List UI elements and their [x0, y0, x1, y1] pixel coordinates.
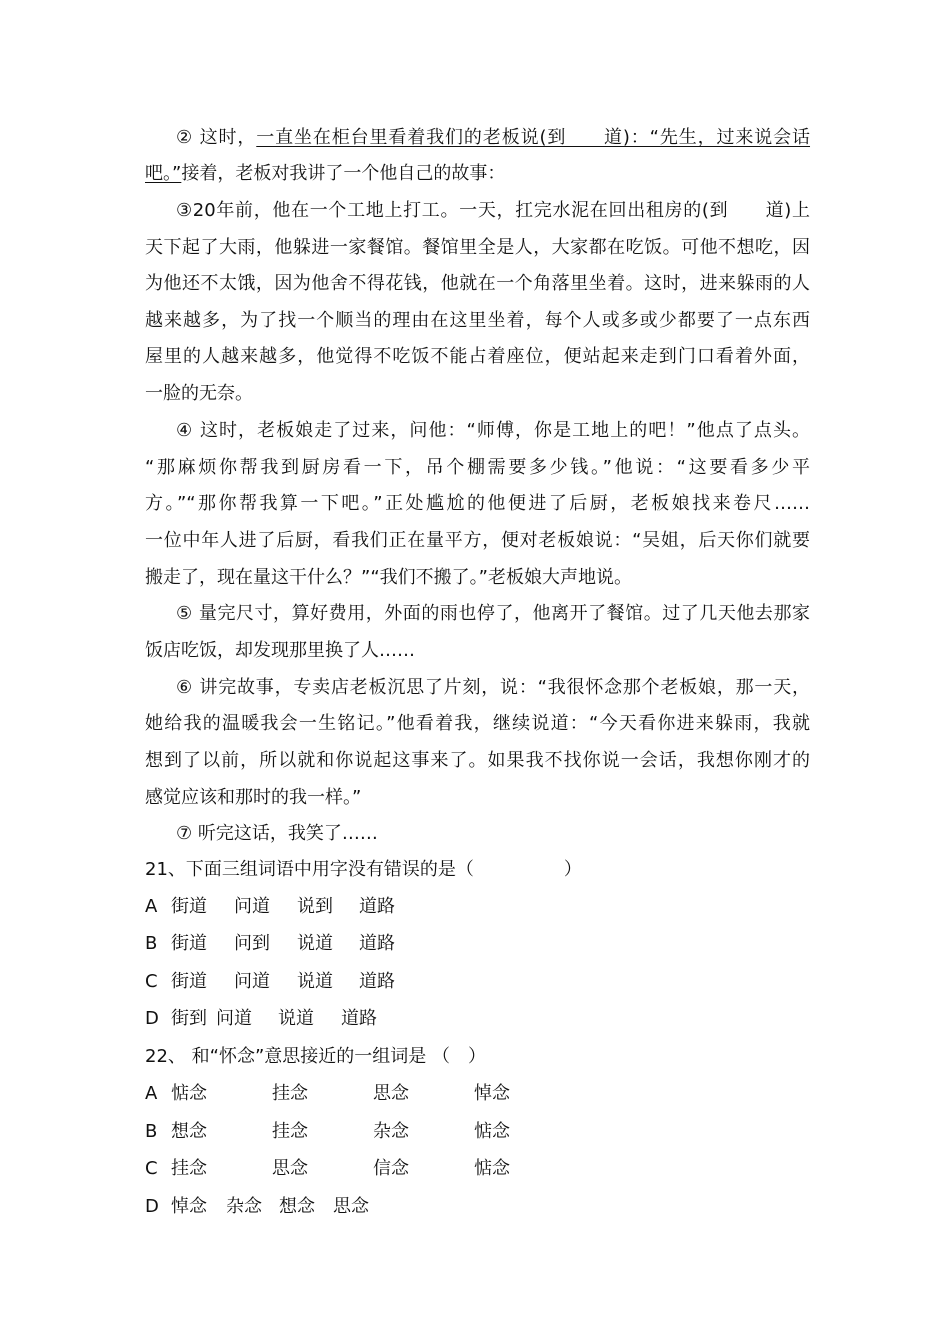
option-word: 杂念 — [226, 1196, 262, 1217]
option-word: 街到 — [171, 1008, 207, 1029]
option-word: 挂念 — [272, 1083, 308, 1104]
paragraph-4-line: “那麻烦你帮我到厨房看一下，吊个棚需要多少钱。”他说：“这要看多少平 — [145, 457, 810, 478]
option-word: 思念 — [373, 1083, 409, 1104]
question-22-stem: 22、 和“怀念”意思接近的一组词是 （ ） — [145, 1046, 486, 1067]
option-letter: D — [145, 1008, 159, 1029]
option-word: 悼念 — [171, 1196, 207, 1217]
option-word: 说道 — [297, 933, 333, 954]
paragraph-2-underlined-2: 吧。” — [145, 163, 182, 184]
option-word: 想念 — [171, 1121, 207, 1142]
paragraph-5-line: 饭店吃饭，却发现那里换了人…… — [145, 640, 415, 661]
paragraph-3-line: ③20年前，他在一个工地上打工。一天，扛完水泥在回出租房的(到 道)上 — [176, 200, 810, 221]
paragraph-6-line: 感觉应该和那时的我一样。” — [145, 787, 362, 808]
paragraph-3-line: 天下起了大雨，他躲进一家餐馆。餐馆里全是人，大家都在吃饭。可他不想吃，因 — [145, 237, 810, 258]
option-letter: A — [145, 1083, 158, 1104]
option-word: 思念 — [333, 1196, 369, 1217]
option-word: 杂念 — [373, 1121, 409, 1142]
paragraph-6-line: 她给我的温暖我会一生铭记。”他看着我，继续说道：“今天看你进来躲雨，我就 — [145, 713, 810, 734]
option-letter: B — [145, 933, 158, 954]
option-word: 悼念 — [474, 1083, 510, 1104]
option-word: 惦念 — [171, 1083, 207, 1104]
paragraph-2-line-2 — [145, 162, 810, 186]
question-21-stem: 21、下面三组词语中用字没有错误的是（ ） — [145, 859, 582, 880]
paragraph-4-line: 搬走了，现在量这干什么？”“我们不搬了。”老板娘大声地说。 — [145, 567, 632, 588]
paragraph-3-line: 屋里的人越来越多，他觉得不吃饭不能占着座位，便站起来走到门口看着外面， — [145, 346, 810, 367]
option-word: 说道 — [278, 1008, 314, 1029]
option-letter: B — [145, 1121, 158, 1142]
paragraph-3-line: 越来越多，为了找一个顺当的理由在这里坐着，每个人或多或少都要了一点东西 — [145, 310, 810, 331]
paragraph-6-line: 想到了以前，所以就和你说起这事来了。如果我不找你说一会话，我想你刚才的 — [145, 750, 810, 771]
option-word: 信念 — [373, 1158, 409, 1179]
option-word: 说道 — [297, 971, 333, 992]
option-word: 思念 — [272, 1158, 308, 1179]
paragraph-2-underlined-1: 一直坐在柜台里看着我们的老板说(到 道)：“先生，过来说会话 — [256, 127, 811, 148]
paragraph-5-line: ⑤ 量完尺寸，算好费用，外面的雨也停了，他离开了餐馆。过了几天他去那家 — [176, 603, 810, 624]
option-word: 街道 — [171, 896, 207, 917]
option-word: 问道 — [216, 1008, 252, 1029]
paragraph-7-line: ⑦ 听完这话，我笑了…… — [176, 823, 378, 844]
paragraph-4-line: 方。”“那你帮我算一下吧。”正处尴尬的他便进了后厨，老板娘找来卷尺…… — [145, 493, 810, 514]
option-letter: D — [145, 1196, 159, 1217]
paragraph-6-line: ⑥ 讲完故事，专卖店老板沉思了片刻，说：“我很怀念那个老板娘，那一天， — [176, 677, 810, 698]
option-word: 惦念 — [474, 1158, 510, 1179]
option-word: 说到 — [297, 896, 333, 917]
option-word: 问道 — [234, 896, 270, 917]
paragraph-3-line: 为他还不太饿，因为他舍不得花钱，他就在一个角落里坐着。这时，进来躲雨的人 — [145, 273, 810, 294]
option-letter: C — [145, 971, 158, 992]
option-word: 问道 — [234, 971, 270, 992]
option-word: 道路 — [359, 896, 395, 917]
option-word: 街道 — [171, 971, 207, 992]
option-word: 挂念 — [171, 1158, 207, 1179]
paragraph-2-lead: ② 这时， — [176, 127, 257, 148]
paragraph-3-line: 一脸的无奈。 — [145, 383, 253, 404]
option-word: 想念 — [279, 1196, 315, 1217]
option-word: 道路 — [359, 933, 395, 954]
paragraph-2-tail: 接着，老板对我讲了一个他自己的故事： — [181, 163, 506, 184]
paragraph-2-line-1 — [176, 126, 810, 150]
option-word: 问到 — [234, 933, 270, 954]
option-word: 挂念 — [272, 1121, 308, 1142]
option-word: 道路 — [341, 1008, 377, 1029]
option-letter: C — [145, 1158, 158, 1179]
option-letter: A — [145, 896, 158, 917]
option-word: 道路 — [359, 971, 395, 992]
option-word: 街道 — [171, 933, 207, 954]
paragraph-4-line: 一位中年人进了后厨，看我们正在量平方，便对老板娘说：“吴姐，后天你们就要 — [145, 530, 810, 551]
option-word: 惦念 — [474, 1121, 510, 1142]
paragraph-4-line: ④ 这时，老板娘走了过来，问他：“师傅，你是工地上的吧！”他点了点头。 — [176, 420, 810, 441]
